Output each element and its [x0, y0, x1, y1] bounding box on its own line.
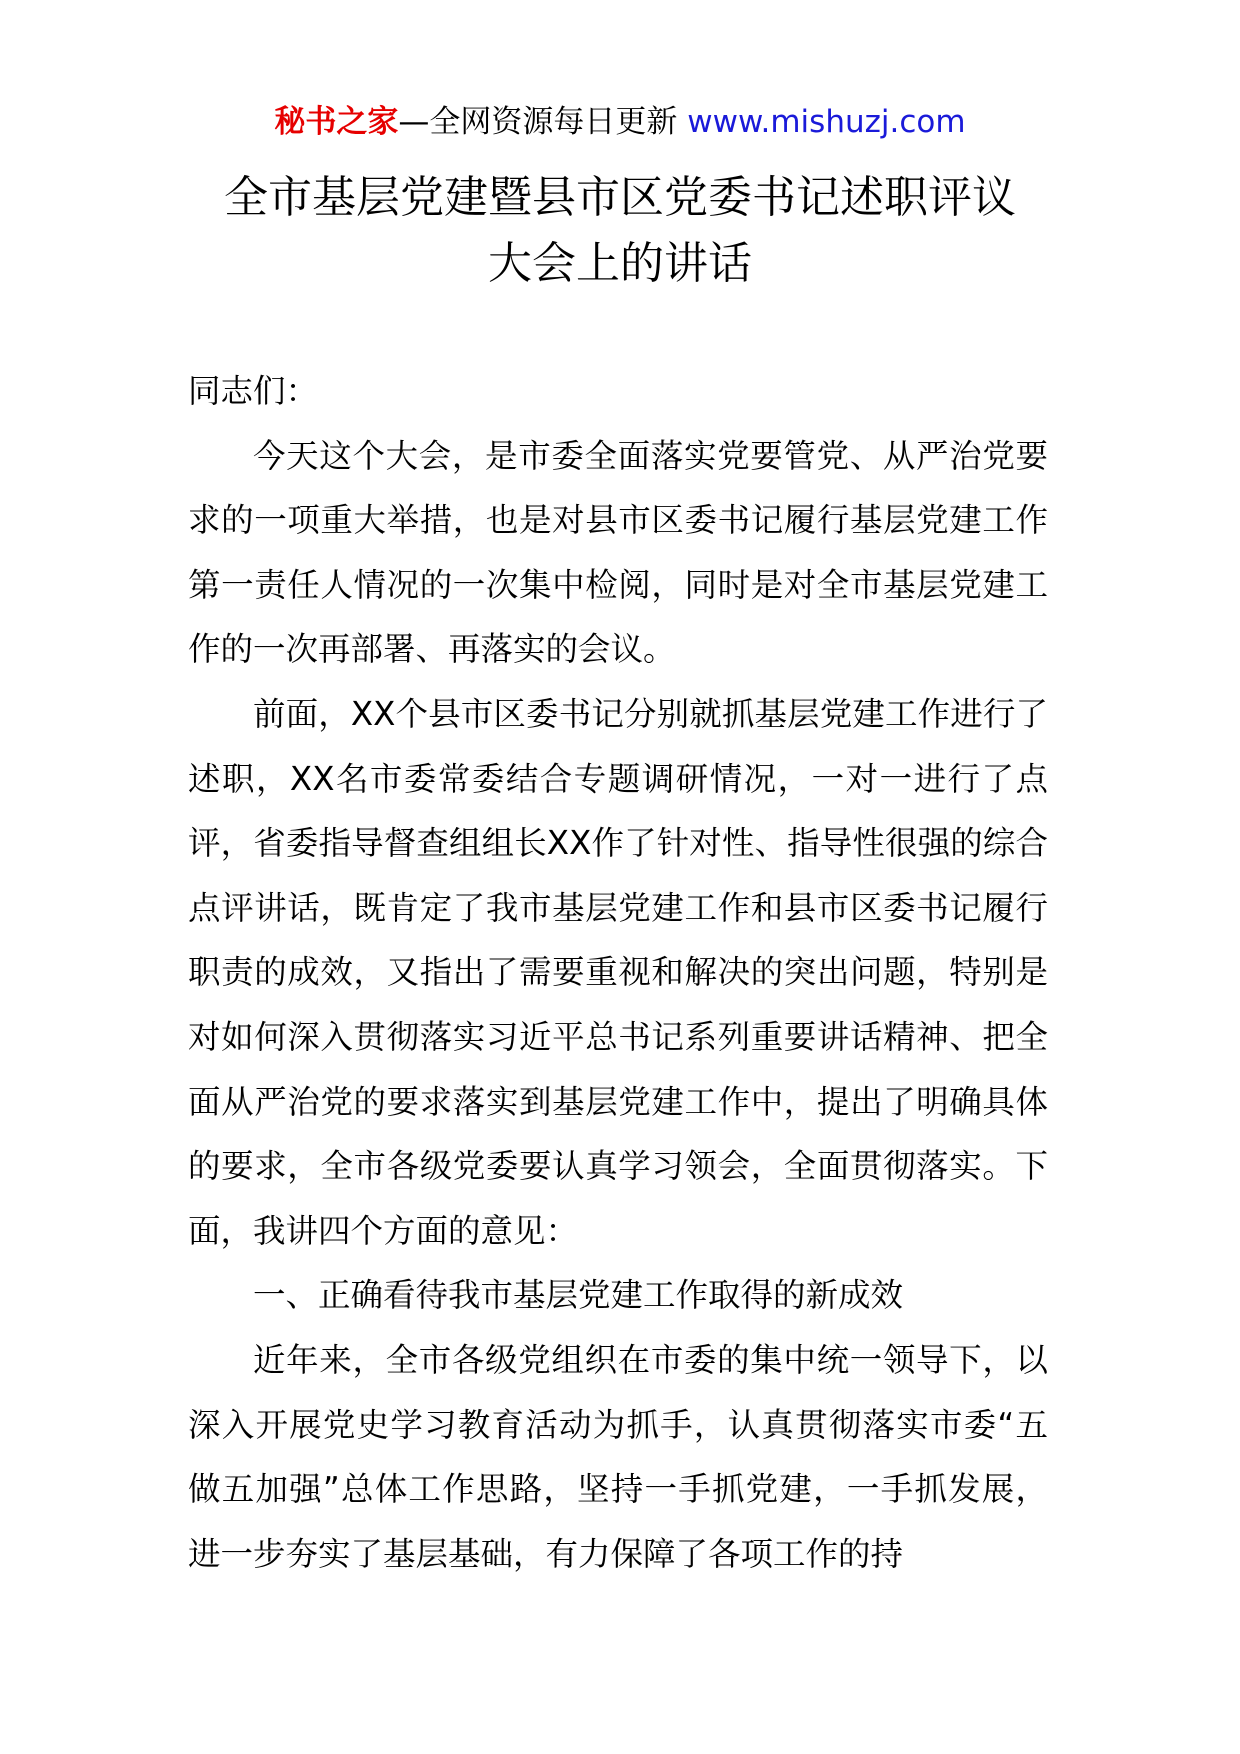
document-title: [120, 165, 1120, 297]
paragraph: 近年来，全市各级党组织在市委的集中统一领导下，以深入开展党史学习教育活动为抓手，认真贯彻落实市委“五做五加强”总体工作思路，坚持一手抓党建，一手抓发展，进一步夯实了基层基础，有力保障了各项工作的持: [188, 1340, 1048, 1573]
section-heading: 一、正确看待我市基层党建工作取得的新成效: [253, 1276, 904, 1315]
header-banner: [0, 100, 1240, 144]
website-link[interactable]: www.mishuzj.com: [687, 104, 966, 140]
paragraph: 前面，XX个县市区委书记分别就抓基层党建工作进行了述职，XX名市委常委结合专题调研情况，一对一进行了点评，省委指导督查组组长XX作了针对性、指导性很强的综合点评讲话，既肯定了我市基层党建工作和县市区委书记履行职责的成效，又指出了需要重视和解决的突出问题，特别是对如何深入贯彻落实习近平总书记系列重要讲话精神、把全面从严治党的要求落实到基层党建工作中，提出了明确具体的要求，全市各级党委要认真学习领会，全面贯彻落实。下面，我讲四个方面的意见：: [188, 694, 1048, 1250]
brand-name: 秘书之家: [274, 104, 399, 140]
salutation: 同志们：: [188, 372, 319, 410]
document-body: [188, 359, 1048, 1586]
title-line-2: 大会上的讲话: [488, 238, 752, 289]
banner-dash: —: [398, 104, 430, 140]
paragraph: 今天这个大会，是市委全面落实党要管党、从严治党要求的一项重大举措，也是对县市区委书记履行基层党建工作第一责任人情况的一次集中检阅，同时是对全市基层党建工作的一次再部署、再落实的会议。: [188, 436, 1048, 669]
banner-slogan: 全网资源每日更新: [429, 104, 688, 140]
title-line-1: 全市基层党建暨县市区党委书记述职评议: [224, 172, 1016, 223]
